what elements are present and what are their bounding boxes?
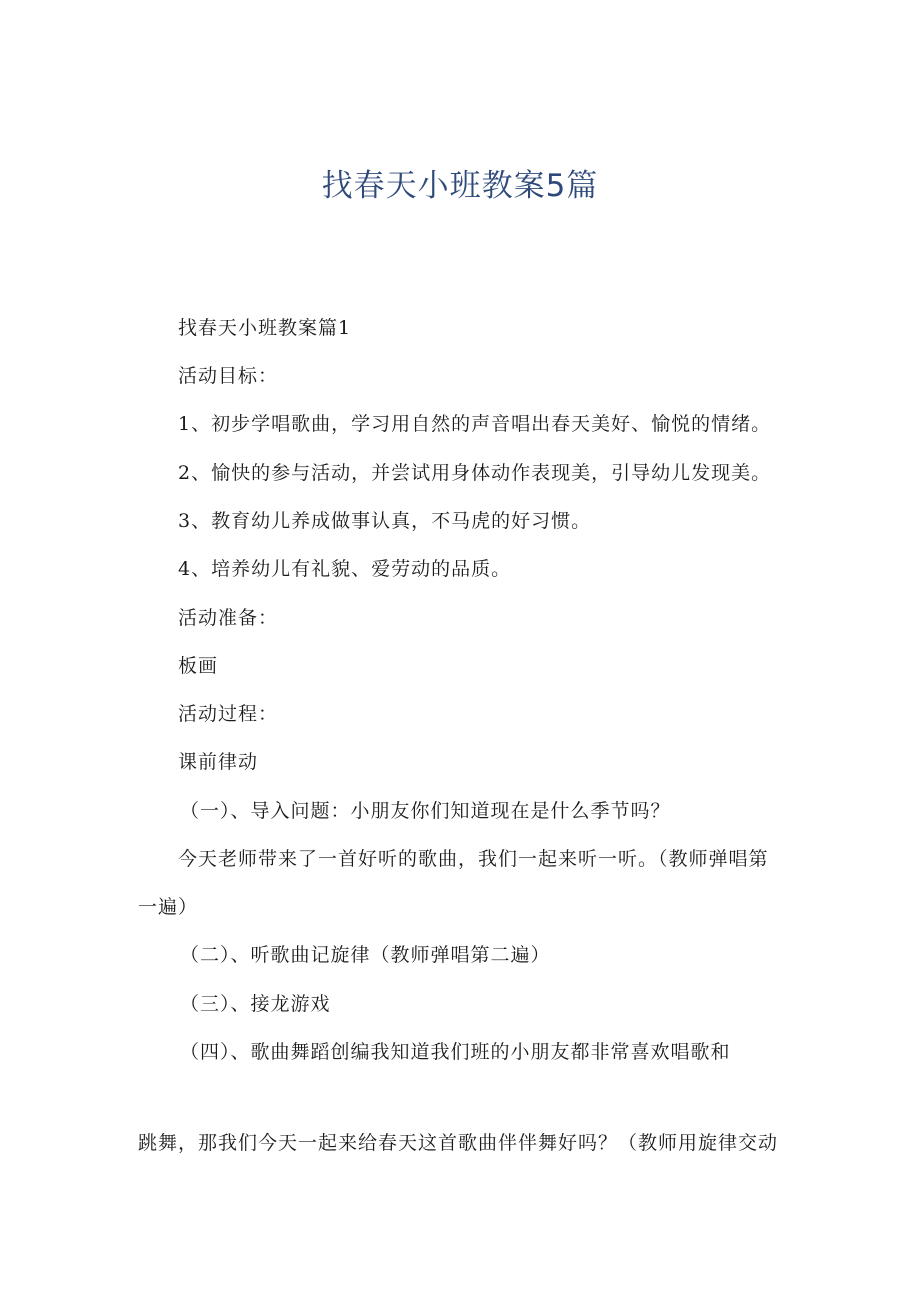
paragraph: 2、愉快的参与活动，并尝试用身体动作表现美，引导幼儿发现美。: [178, 462, 772, 484]
paragraph: 3、教育幼儿养成做事认真，不马虎的好习惯。: [178, 510, 592, 532]
paragraph: 活动目标：: [178, 365, 279, 387]
paragraph: （二）、听歌曲记旋律（教师弹唱第二遍）: [180, 944, 551, 966]
paragraph: 一遍）: [138, 896, 199, 918]
paragraph: 1、初步学唱歌曲，学习用自然的声音唱出春天美好、愉悦的情绪。: [178, 413, 772, 435]
paragraph: 板画: [178, 655, 219, 677]
document-title: 找春天小班教案5篇: [321, 168, 599, 204]
paragraph: 跳舞，那我们今天一起来给春天这首歌曲伴伴舞好吗？（教师用旋律交动: [138, 1132, 779, 1154]
paragraph: 4、培养幼儿有礼貌、爱劳动的品质。: [178, 558, 512, 580]
paragraph: 活动准备：: [178, 607, 279, 629]
paragraph: （三）、接龙游戏: [180, 993, 331, 1015]
paragraph: 今天老师带来了一首好听的歌曲，我们一起来听一听。（教师弹唱第: [178, 848, 769, 870]
paragraph: （四）、歌曲舞蹈创编我知道我们班的小朋友都非常喜欢唱歌和: [180, 1041, 731, 1063]
paragraph: （一）、导入问题：小朋友你们知道现在是什么季节吗？: [180, 800, 671, 822]
paragraph: 活动过程：: [178, 703, 279, 725]
paragraph: 课前律动: [178, 751, 259, 773]
section-heading: 找春天小班教案篇1: [178, 317, 352, 339]
